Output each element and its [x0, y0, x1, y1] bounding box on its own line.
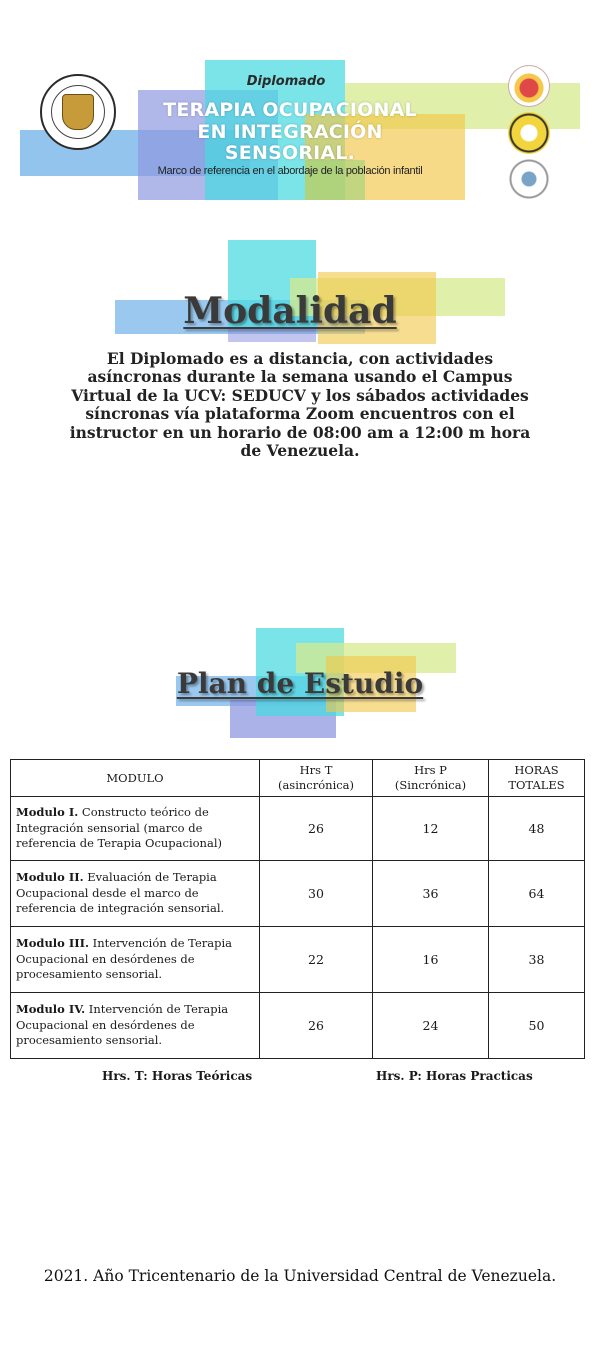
header-title-line: EN INTEGRACIÓN	[197, 121, 383, 143]
table-row	[11, 861, 585, 927]
header-totales-text: HORAS TOTALES	[508, 763, 565, 792]
modalidad-text: El Diplomado es a distancia, con actividades asíncronas durante la semana usando el Campus Virtual de la UCV: SEDUCV y los sábados actividades síncronas vía plataforma Zoom encuentros con el instructor en un horario de 08:00 am a 12:00 m hora de Venezuela.	[69, 349, 531, 461]
header-subtitle: Marco de referencia en el abordaje de la población infantil	[157, 165, 423, 177]
header-totales	[489, 760, 585, 797]
footer-text: 2021. Año Tricentenario de la Universidad Central de Venezuela.	[43, 1267, 557, 1285]
header-title-line: TERAPIA OCUPACIONAL	[163, 99, 417, 121]
module-desc: Evaluación de Terapia Ocupacional desde el marco de referencia de integración sensorial.	[16, 870, 225, 916]
modalidad-title: Modalidad	[183, 290, 397, 332]
module-name: Modulo II.	[16, 870, 84, 885]
faculty-logo-icon	[508, 158, 550, 200]
header-hrs-t-text: Hrs T (asincrónica)	[277, 763, 355, 792]
module-cell	[11, 927, 260, 993]
plan-table	[10, 759, 585, 1059]
module-cell	[11, 797, 260, 861]
module-desc: Intervención de Terapia Ocupacional en desórdenes de procesamiento sensorial.	[16, 936, 232, 982]
module-cell	[11, 993, 260, 1059]
total-cell: 48	[489, 797, 585, 861]
legend-hrs-t: Hrs. T: Horas Teóricas	[102, 1069, 253, 1083]
plan-title: Plan de Estudio	[176, 667, 424, 700]
hrs-t-cell: 30	[260, 861, 373, 927]
seal-shield	[62, 94, 94, 130]
table-row	[11, 993, 585, 1059]
module-desc: Constructo teórico de Integración sensorial (marco de referencia de Terapia Ocupacional)	[16, 805, 222, 851]
module-name: Modulo I.	[16, 805, 79, 820]
hrs-t-cell: 22	[260, 927, 373, 993]
hrs-p-cell: 24	[373, 993, 489, 1059]
header-hrs-p	[373, 760, 489, 797]
hrs-p-cell: 16	[373, 927, 489, 993]
hrs-p-cell: 36	[373, 861, 489, 927]
module-name: Modulo III.	[16, 936, 89, 951]
header-modulo: MODULO	[11, 760, 260, 797]
header-hrs-p-text: Hrs P (Sincrónica)	[394, 763, 467, 792]
legend-hrs-p: Hrs. P: Horas Practicas	[376, 1069, 533, 1083]
table-header-row	[11, 760, 585, 797]
header-kicker: Diplomado	[246, 74, 326, 89]
module-desc: Intervención de Terapia Ocupacional en desórdenes de procesamiento sensorial.	[16, 1002, 229, 1048]
table-row	[11, 927, 585, 993]
hrs-p-cell: 12	[373, 797, 489, 861]
society-seal-icon	[508, 112, 550, 154]
header-hrs-t	[260, 760, 373, 797]
hrs-t-cell: 26	[260, 993, 373, 1059]
hrs-t-cell: 26	[260, 797, 373, 861]
module-name: Modulo IV.	[16, 1002, 86, 1017]
module-cell	[11, 861, 260, 927]
ucv-seal-icon	[40, 74, 116, 150]
total-cell: 50	[489, 993, 585, 1059]
total-cell: 38	[489, 927, 585, 993]
partner-logo-icon	[508, 65, 550, 107]
header-title-line: SENSORIAL.	[224, 142, 356, 164]
table-row	[11, 797, 585, 861]
total-cell: 64	[489, 861, 585, 927]
